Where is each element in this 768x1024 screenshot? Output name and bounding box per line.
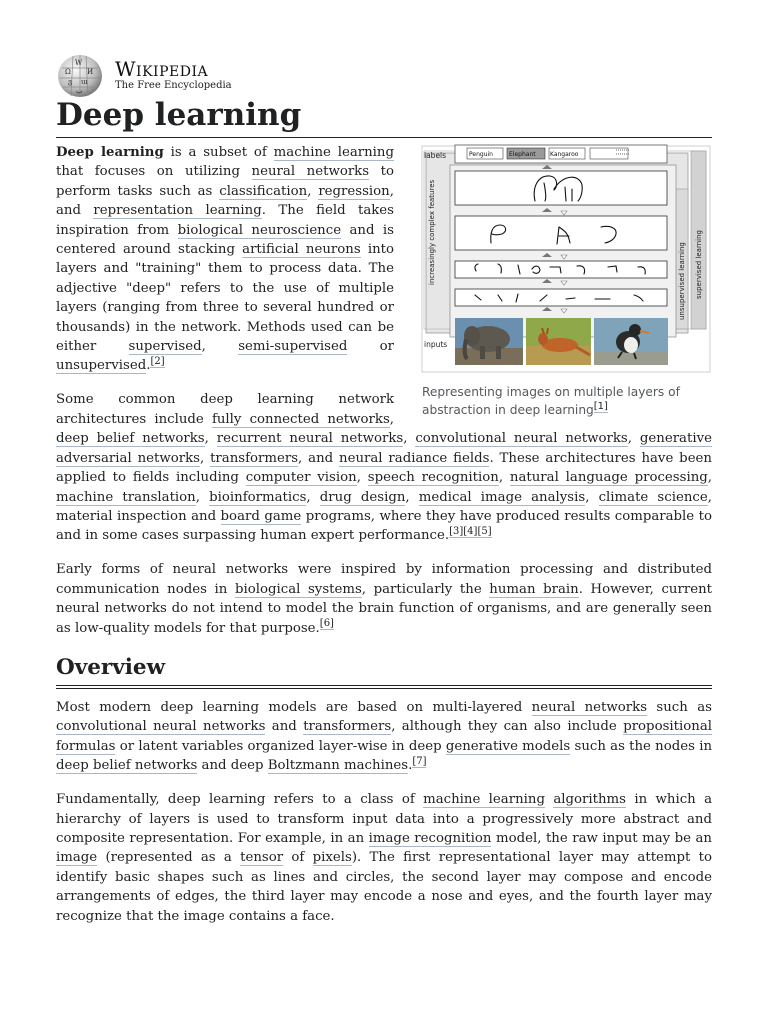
site-header <box>56 52 356 98</box>
svg-text:ب: ب <box>76 87 83 95</box>
link-neural-networks[interactable]: neural networks <box>531 700 648 715</box>
text: , <box>389 411 395 427</box>
link-supervised[interactable]: supervised <box>128 339 202 355</box>
class-label-penguin: Penguin <box>469 151 493 158</box>
link-climate-science[interactable]: climate science <box>598 489 708 505</box>
text: , <box>204 431 217 447</box>
inputs-tag: inputs <box>424 340 448 349</box>
text: , particularly the <box>361 581 490 597</box>
link-drug-design[interactable]: drug design <box>319 489 406 505</box>
text: , <box>585 489 599 505</box>
link-generative-models[interactable]: generative models <box>445 738 571 754</box>
page-title: Deep learning <box>56 97 302 133</box>
text: , although they can also include <box>391 719 624 735</box>
text: . These architectures have been applied to fields including <box>56 450 712 486</box>
text: in which a hierarchy of layers is used to transform input data into a progressively more abstract and composite representation. For example, in an <box>56 792 712 847</box>
text: of <box>283 850 313 866</box>
link-boltzmann-machines[interactable]: Boltzmann machines <box>267 758 409 774</box>
text: , material inspection and <box>56 489 712 524</box>
text: , <box>307 183 319 199</box>
link-neural-networks[interactable]: neural networks <box>251 164 370 180</box>
link-speech-recognition[interactable]: speech recognition <box>367 470 499 486</box>
link-representation-learning[interactable]: representation learning <box>93 203 262 219</box>
link-human-brain[interactable]: human brain <box>489 581 579 597</box>
lead-section <box>56 143 712 638</box>
link-artificial-neurons[interactable]: artificial neurons <box>242 242 361 258</box>
citation-link[interactable]: [2] <box>150 356 165 368</box>
link-board-game[interactable]: board game <box>220 508 302 524</box>
text: , <box>627 431 640 447</box>
link-fully-connected-networks[interactable]: fully connected networks <box>211 411 390 427</box>
right-axis-outer-label: supervised learning <box>695 230 703 299</box>
citation-link[interactable]: [4] <box>463 525 478 537</box>
text: (represented as a <box>97 850 241 866</box>
left-axis-label: increasingly complex features <box>428 179 436 285</box>
link-natural-language-processing[interactable]: natural language processing <box>509 470 708 486</box>
text: Some common deep learning network architectures include <box>56 392 394 427</box>
link-computer-vision[interactable]: computer vision <box>245 470 357 486</box>
link-biological-systems[interactable]: biological systems <box>234 581 362 597</box>
text: Most modern deep learning models are based on multi-layered <box>56 700 532 715</box>
link-unsupervised[interactable]: unsupervised <box>56 358 147 374</box>
citation-link[interactable]: [5] <box>477 525 492 537</box>
citation-link[interactable]: [1] <box>593 401 608 413</box>
lead-paragraph-3 <box>56 560 712 638</box>
site-wordmark[interactable]: Wikipedia <box>115 57 209 81</box>
figure-caption-text: Representing images on multiple layers of abstraction in deep learning <box>422 385 680 418</box>
link-image-recognition[interactable]: image recognition <box>368 831 492 847</box>
overview-paragraph-2 <box>56 790 712 926</box>
text: or <box>347 339 394 355</box>
text: . <box>146 358 151 374</box>
class-label-elephant: Elephant <box>509 151 536 158</box>
text: and is centered around stacking <box>56 222 394 258</box>
text: . The field takes inspiration from <box>56 203 395 238</box>
link-transformers[interactable]: transformers <box>303 719 392 735</box>
citation-link[interactable]: [6] <box>319 618 334 630</box>
text: to perform tasks such as <box>56 164 395 199</box>
deep-learning-diagram[interactable] <box>420 143 712 378</box>
svg-text:ա: ա <box>81 78 88 86</box>
input-photo-penguin <box>594 318 668 365</box>
section-heading-overview: Overview <box>56 655 166 680</box>
text: . However, current neural networks do not intend to model the brain function of organisms, and are generally seen as low-quality models for that purpose. <box>56 581 712 636</box>
text: , and <box>298 450 340 466</box>
svg-text:W: W <box>75 59 83 67</box>
citation-link[interactable]: [7] <box>412 755 427 767</box>
text: , <box>707 470 713 486</box>
link-classification[interactable]: classification <box>219 183 308 199</box>
bold-term: Deep learning <box>56 145 164 160</box>
link-algorithms[interactable]: algorithms <box>553 792 626 808</box>
link-deep-belief-networks[interactable]: deep belief networks <box>56 431 205 447</box>
link-regression[interactable]: regression <box>318 183 390 199</box>
svg-text:Ω: Ω <box>65 68 71 76</box>
svg-text:И: И <box>87 68 94 76</box>
link-bioinformatics[interactable]: bioinformatics <box>209 489 307 505</box>
link-machine-translation[interactable]: machine translation <box>56 489 196 505</box>
site-tagline: The Free Encyclopedia <box>115 80 232 91</box>
link-propositional-formulas[interactable]: propositional formulas <box>56 719 713 754</box>
input-photo-elephant <box>455 318 523 365</box>
figure-caption <box>422 383 712 420</box>
text: Fundamentally, deep learning refers to a class of <box>56 792 424 808</box>
figure <box>420 143 712 420</box>
text: , <box>201 339 239 355</box>
link-neural-radiance-fields[interactable]: neural radiance fields <box>339 450 490 466</box>
text: , <box>498 470 510 486</box>
text: into layers and "training" them to process data. The adjective "deep" refers to the use of multiple layers (ranging from three to several hundred or thousands) in the network. Methods used can be either <box>56 242 394 355</box>
text: or latent variables organized layer-wise in deep <box>115 738 446 754</box>
link-image[interactable]: image <box>56 850 98 866</box>
link-deep-belief-networks[interactable]: deep belief networks <box>56 758 198 774</box>
text: , <box>306 489 320 505</box>
class-label-kangaroo: Kangaroo <box>550 151 579 158</box>
link-convolutional-neural-networks[interactable]: convolutional neural networks <box>415 431 628 447</box>
wikipedia-globe-logo[interactable] <box>56 54 104 98</box>
text: Early forms of neural networks were inspired by information processing and distributed communication nodes in <box>56 562 712 597</box>
svg-text:ვ: ვ <box>68 78 72 86</box>
link-generative-adversarial-networks[interactable]: generative adversarial networks <box>56 431 712 466</box>
link-biological-neuroscience[interactable]: biological neuroscience <box>177 222 342 238</box>
text: , <box>195 489 210 505</box>
text: , and <box>56 183 394 219</box>
text: that focuses on utilizing <box>56 164 252 180</box>
overview-paragraph-1 <box>56 698 712 776</box>
labels-tag: labels <box>424 151 447 160</box>
text: is a subset of <box>163 145 274 160</box>
text: . <box>408 758 413 774</box>
link-machine-learning[interactable]: machine learning <box>273 145 395 160</box>
text: such as <box>647 700 712 715</box>
section-divider <box>56 685 712 689</box>
citation-link[interactable]: [3] <box>449 525 464 537</box>
text: , <box>405 489 419 505</box>
right-axis-inner-label: unsupervised learning <box>678 242 686 320</box>
overview-section <box>56 654 712 926</box>
text: ). The first representational layer may attempt to identify basic shapes such as lines and circles, the second layer may compose and encode arrangements of edges, the third layer may encode a nose and eyes, and the fourth layer may recognize that the image contains a face. <box>56 850 713 924</box>
text: model, the raw input may be an <box>491 831 712 847</box>
title-divider <box>56 137 712 138</box>
link-transformers[interactable]: transformers <box>210 450 299 466</box>
link-recurrent-neural-networks[interactable]: recurrent neural networks <box>216 431 404 447</box>
text: such as the nodes in <box>570 738 713 754</box>
link-medical-image-analysis[interactable]: medical image analysis <box>418 489 586 505</box>
link-pixels[interactable]: pixels <box>312 850 352 866</box>
link-semi-supervised[interactable]: semi-supervised <box>238 339 348 355</box>
text: , <box>199 450 211 466</box>
link-convolutional-neural-networks[interactable]: convolutional neural networks <box>56 719 266 735</box>
text: and deep <box>197 758 268 774</box>
text: , <box>403 431 416 447</box>
text: and <box>265 719 304 735</box>
link-tensor[interactable]: tensor <box>240 850 284 866</box>
text: , <box>356 470 368 486</box>
input-photo-kangaroo <box>526 318 591 365</box>
link-machine-learning[interactable]: machine learning <box>423 792 545 808</box>
text: programs, where they have produced results comparable to and in some cases surpassing human expert performance. <box>56 508 712 544</box>
